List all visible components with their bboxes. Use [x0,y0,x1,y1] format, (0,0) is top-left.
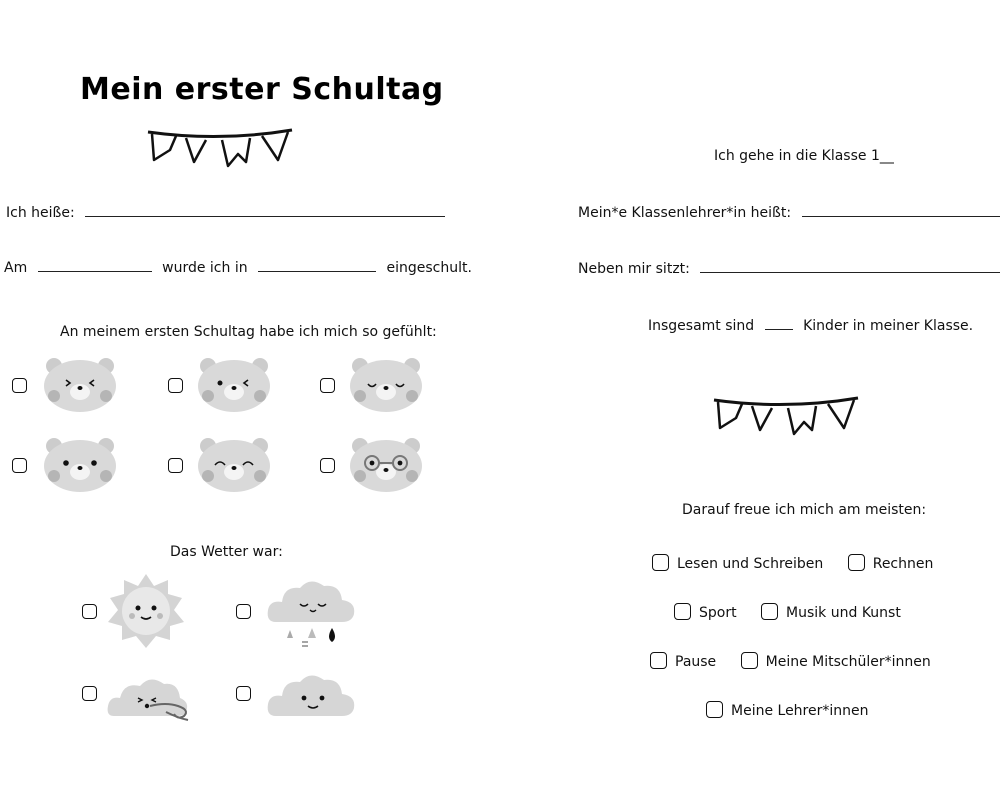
feeling-checkbox-6[interactable] [320,458,335,473]
checkbox[interactable] [741,652,758,669]
weather-heading: Das Wetter war: [170,544,283,560]
date-suffix: eingeschult. [386,260,472,276]
count-row [648,317,973,334]
options-row-2 [664,603,911,621]
bear-glasses-icon [348,436,424,492]
option-classmates[interactable]: Meine Mitschüler*innen [741,654,931,670]
checkbox[interactable] [761,603,778,620]
feeling-checkbox-4[interactable] [12,458,27,473]
option-math[interactable]: Rechnen [848,556,934,572]
count-prefix: Insgesamt sind [648,318,755,334]
teacher-row [578,204,1000,221]
weather-checkbox-2[interactable] [236,604,251,619]
teacher-label: Mein*e Klassenlehrer*in heißt: [578,205,792,221]
weather-checkbox-4[interactable] [236,686,251,701]
checkbox[interactable] [706,701,723,718]
count-field[interactable] [765,317,793,330]
neighbor-field[interactable] [700,260,1000,273]
options-row-4 [696,701,879,719]
bunting-icon [146,128,296,173]
weather-checkbox-1[interactable] [82,604,97,619]
weather-checkbox-3[interactable] [82,686,97,701]
date-prefix: Am [4,260,28,276]
name-label: Ich heiße: [6,205,75,221]
page-title: Mein erster Schultag [80,72,444,107]
feeling-checkbox-3[interactable] [320,378,335,393]
feeling-checkbox-5[interactable] [168,458,183,473]
checkbox[interactable] [650,652,667,669]
name-row [6,204,445,221]
bear-winking-icon [42,356,118,412]
school-field[interactable] [258,259,376,272]
teacher-field[interactable] [802,204,1000,217]
checkbox[interactable] [652,554,669,571]
bear-happy-icon [196,436,272,492]
date-field[interactable] [38,259,152,272]
bunting-icon [712,396,862,441]
date-row [4,259,472,276]
neighbor-row [578,260,1000,277]
bear-sleepy-icon [348,356,424,412]
checkbox[interactable] [848,554,865,571]
checkbox[interactable] [674,603,691,620]
feeling-checkbox-2[interactable] [168,378,183,393]
class-text: Ich gehe in die Klasse 1__ [714,148,894,164]
option-reading[interactable]: Lesen und Schreiben [652,556,823,572]
neighbor-label: Neben mir sitzt: [578,261,690,277]
count-suffix: Kinder in meiner Klasse. [803,318,974,334]
option-break[interactable]: Pause [650,654,716,670]
feelings-heading: An meinem ersten Schultag habe ich mich so gefühlt: [60,324,437,340]
options-row-1 [642,554,943,572]
feeling-checkbox-1[interactable] [12,378,27,393]
option-teachers[interactable]: Meine Lehrer*innen [706,703,869,719]
date-middle: wurde ich in [162,260,248,276]
sun-icon [106,572,186,652]
option-music[interactable]: Musik und Kunst [761,605,901,621]
bear-neutral-icon [42,436,118,492]
options-row-3 [640,652,941,670]
bear-side-eye-icon [196,356,272,412]
name-field[interactable] [85,204,445,217]
rain-cloud-icon [266,576,358,652]
looking-forward-heading: Darauf freue ich mich am meisten: [682,502,927,518]
option-sport[interactable]: Sport [674,605,737,621]
cloud-icon [266,668,358,722]
wind-cloud-icon [106,672,196,724]
